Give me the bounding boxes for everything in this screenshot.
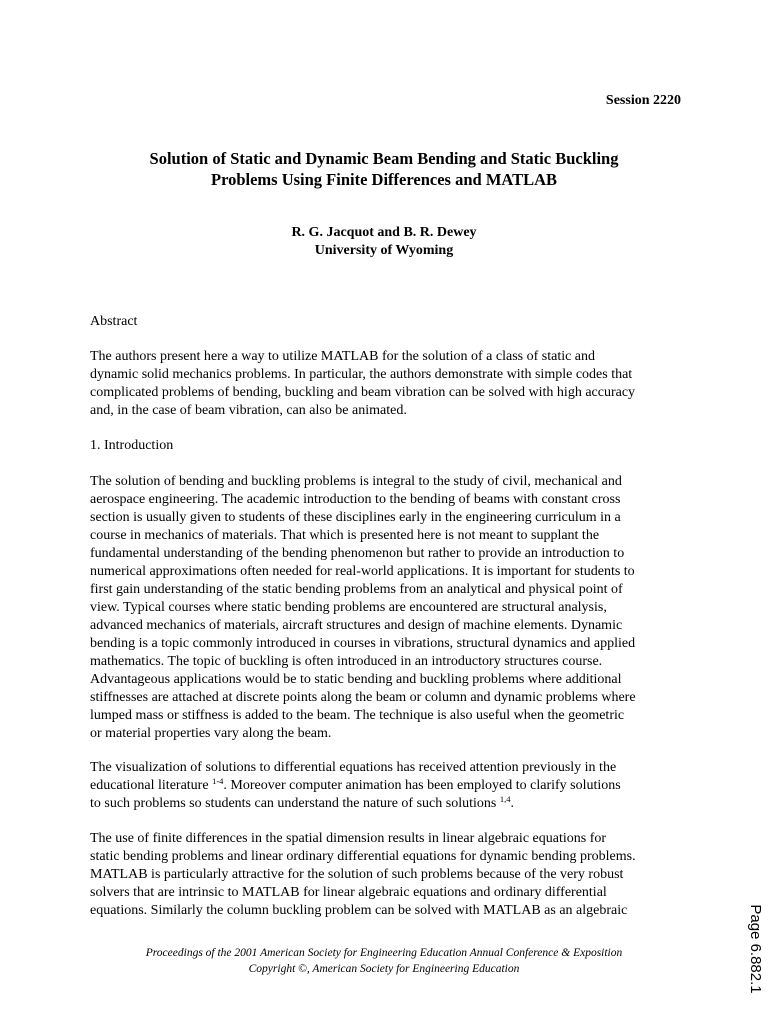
page-footer <box>0 945 768 977</box>
text-line: advanced mechanics of materials, aircraft structures and design of machine elements. Dynamic <box>90 618 623 633</box>
text-line: MATLAB is particularly attractive for the solution of such problems because of the very robust <box>90 867 624 882</box>
introduction-heading: 1. Introduction <box>90 438 174 453</box>
footer-copyright: Copyright ©, American Society for Engineering Education <box>248 963 520 975</box>
intro-paragraph-3 <box>90 830 690 920</box>
text-line: first gain understanding of the static bending problems from an analytical and physical point of <box>90 582 623 597</box>
text-line: Advantageous applications would be to static bending and buckling problems where additional <box>90 672 622 687</box>
text-line: course in mechanics of materials. That which is presented here is not meant to supplant the <box>90 528 600 543</box>
intro-paragraph-1 <box>90 473 690 743</box>
session-label: Session 2220 <box>605 93 681 108</box>
text-line: section is usually given to students of these disciplines early in the engineering curriculum in a <box>90 510 621 525</box>
text-line: lumped mass or stiffness is added to the beam. The technique is also useful when the geometric <box>90 708 625 723</box>
abstract-line: The authors present here a way to utilize MATLAB for the solution of a class of static and <box>90 349 596 364</box>
abstract-line: dynamic solid mechanics problems. In particular, the authors demonstrate with simple codes that <box>90 367 633 382</box>
title-line-2: Problems Using Finite Differences and MATLAB <box>210 170 558 189</box>
text-line: The use of finite differences in the spatial dimension results in linear algebraic equations for <box>90 831 607 846</box>
text-line: The solution of bending and buckling problems is integral to the study of civil, mechanical and <box>90 474 622 489</box>
author-block <box>0 224 768 260</box>
text-line: mathematics. The topic of buckling is often introduced in an introductory structures course. <box>90 654 603 669</box>
text-line: numerical approximations often needed for real-world applications. It is important for students to <box>90 564 635 579</box>
text-line: stiffnesses are attached at discrete points along the beam or column and dynamic problems where <box>90 690 636 705</box>
footer-proceedings: Proceedings of the 2001 American Society for Engineering Education Annual Conference & Exposition <box>145 947 623 959</box>
text-line: equations. Similarly the column buckling problem can be solved with MATLAB as an algebraic <box>90 903 628 918</box>
text-line: or material properties vary along the beam. <box>90 726 332 741</box>
page-number: Page 6.882.1 <box>747 904 764 994</box>
text-line: fundamental understanding of the bending phenomenon but rather to provide an introduction to <box>90 546 625 561</box>
title-line-1: Solution of Static and Dynamic Beam Bending and Static Buckling <box>149 149 619 168</box>
text-line: The visualization of solutions to differential equations has received attention previously in the <box>90 760 617 775</box>
text-line: bending is a topic commonly introduced in courses in vibrations, structural dynamics and applied <box>90 636 636 651</box>
citation-superscript: 1-4 <box>212 776 224 786</box>
text-line: to such problems so students can understand the nature of such solutions $^{1,4}$. <box>90 794 514 811</box>
text-line: educational literature $^{1-4}$. Moreover computer animation has been employed to clarify solutions <box>90 776 621 793</box>
abstract-line: complicated problems of bending, buckling and beam vibration can be solved with high accuracy <box>90 385 636 400</box>
author-names: R. G. Jacquot and B. R. Dewey <box>291 225 477 240</box>
text-line: static bending problems and linear ordinary differential equations for dynamic bending problems. <box>90 849 636 864</box>
text-line: solvers that are intrinsic to MATLAB for linear algebraic equations and ordinary differential <box>90 885 607 900</box>
abstract-line: and, in the case of beam vibration, can also be animated. <box>90 403 407 418</box>
paper-title <box>0 148 768 190</box>
abstract-paragraph <box>90 348 690 420</box>
intro-paragraph-2 <box>90 759 690 813</box>
text-line: view. Typical courses where static bending problems are encountered are structural analysis, <box>90 600 607 615</box>
author-affiliation: University of Wyoming <box>314 243 454 258</box>
abstract-heading: Abstract <box>90 314 138 329</box>
text-line: aerospace engineering. The academic introduction to the bending of beams with constant cross <box>90 492 621 507</box>
citation-superscript: 1,4 <box>499 794 511 804</box>
